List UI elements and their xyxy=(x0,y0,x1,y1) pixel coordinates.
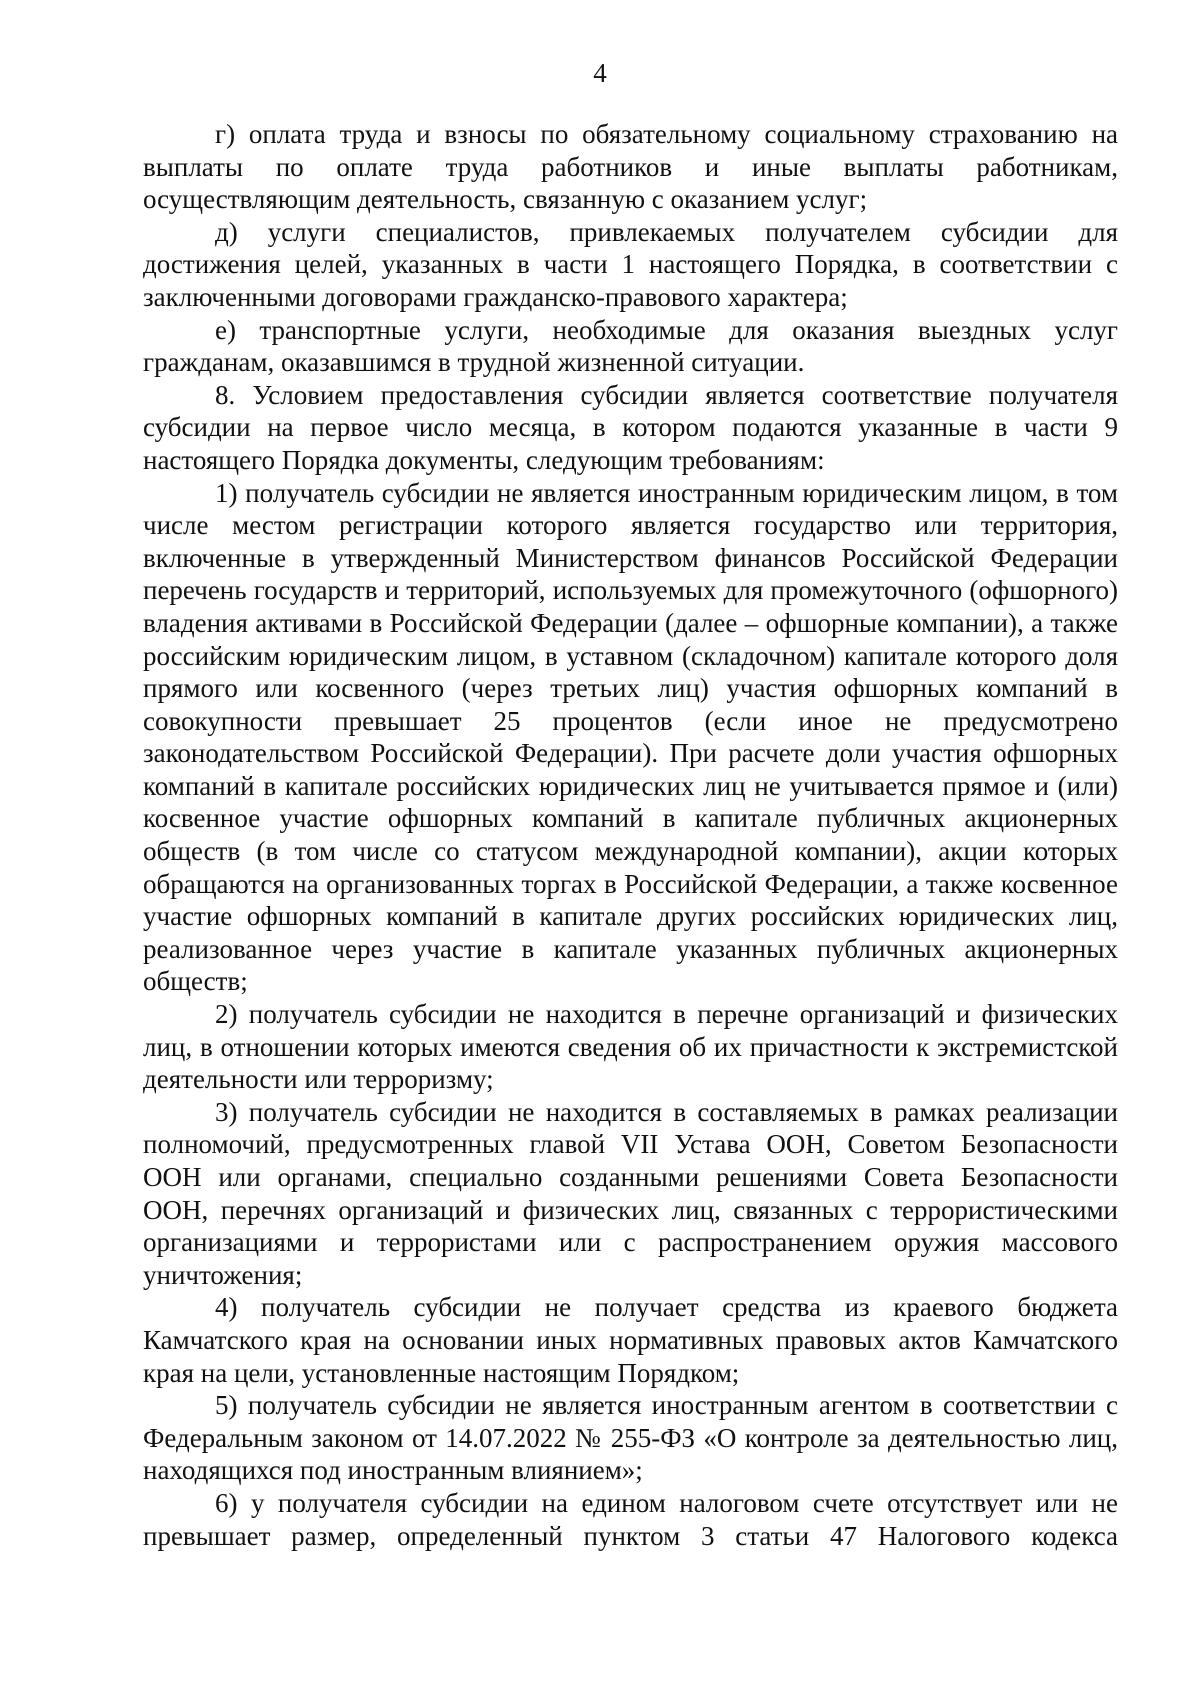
paragraph-item-g: г) оплата труда и взносы по обязательному социальному страхованию на выплаты по оплате труда работников и иные выплаты работникам, осуществляющим деятельность, связанную с оказанием услуг; xyxy=(143,119,1118,215)
paragraph-section-8: 8. Условием предоставления субсидии является соответствие получателя субсидии на первое число месяца, в котором подаются указанные в части 9 настоящего Порядка документы, следующим требованиям: xyxy=(143,379,1118,475)
paragraph-item-e: е) транспортные услуги, необходимые для оказания выездных услуг гражданам, оказавшимся в трудной жизненной ситуации. xyxy=(143,314,1118,378)
paragraph-requirement-1: 1) получатель субсидии не является иностранным юридическим лицом, в том числе местом регистрации которого является государство или территория, включенные в утвержденный Министерством финансов Российской Федерации перечень государств и территорий, используемых для промежуточного (офшорного) владения активами в Российской Федерации (далее – офшорные компании), а также российским юридическим лицом, в уставном (складочном) капитале которого доля прямого или косвенного (через третьих лиц) участия офшорных компаний в совокупности превышает 25 процентов (если иное не предусмотрено законодательством Российской Федерации). При расчете доли участия офшорных компаний в капитале российских юридических лиц не учитывается прямое и (или) косвенное участие офшорных компаний в капитале публичных акционерных обществ (в том числе со статусом международной компании), акции которых обращаются на организованных торгах в Российской Федерации, а также косвенное участие офшорных компаний в капитале других российских юридических лиц, реализованное через участие в капитале указанных публичных акционерных обществ; xyxy=(143,477,1118,997)
paragraph-requirement-6: 6) у получателя субсидии на едином налоговом счете отсутствует или не превышает размер, определенный пунктом 3 статьи 47 Налогового кодекса xyxy=(143,1487,1118,1551)
paragraph-requirement-2: 2) получатель субсидии не находится в перечне организаций и физических лиц, в отношении которых имеются сведения об их причастности к экстремистской деятельности или терроризму; xyxy=(143,999,1118,1095)
paragraph-requirement-5: 5) получатель субсидии не является иностранным агентом в соответствии с Федеральным законом от 14.07.2022 № 255-ФЗ «О контроле за деятельностью лиц, находящихся под иностранным влиянием»; xyxy=(143,1390,1118,1486)
page-number: 4 xyxy=(593,58,607,88)
paragraph-item-d: д) услуги специалистов, привлекаемых получателем субсидии для достижения целей, указанных в части 1 настоящего Порядка, в соответствии с заключенными договорами гражданско-правового характера; xyxy=(143,216,1118,312)
paragraph-requirement-3: 3) получатель субсидии не находится в составляемых в рамках реализации полномочий, предусмотренных главой VII Устава ООН, Советом Безопасности ООН или органами, специально созданными решениями Совета Безопасности ООН, перечнях организаций и физических лиц, связанных с террористическими организациями и террористами или с распространением оружия массового уничтожения; xyxy=(143,1096,1118,1290)
document-body xyxy=(143,118,1118,1552)
paragraph-requirement-4: 4) получатель субсидии не получает средства из краевого бюджета Камчатского края на основании иных нормативных правовых актов Камчатского края на цели, установленные настоящим Порядком; xyxy=(143,1292,1118,1388)
